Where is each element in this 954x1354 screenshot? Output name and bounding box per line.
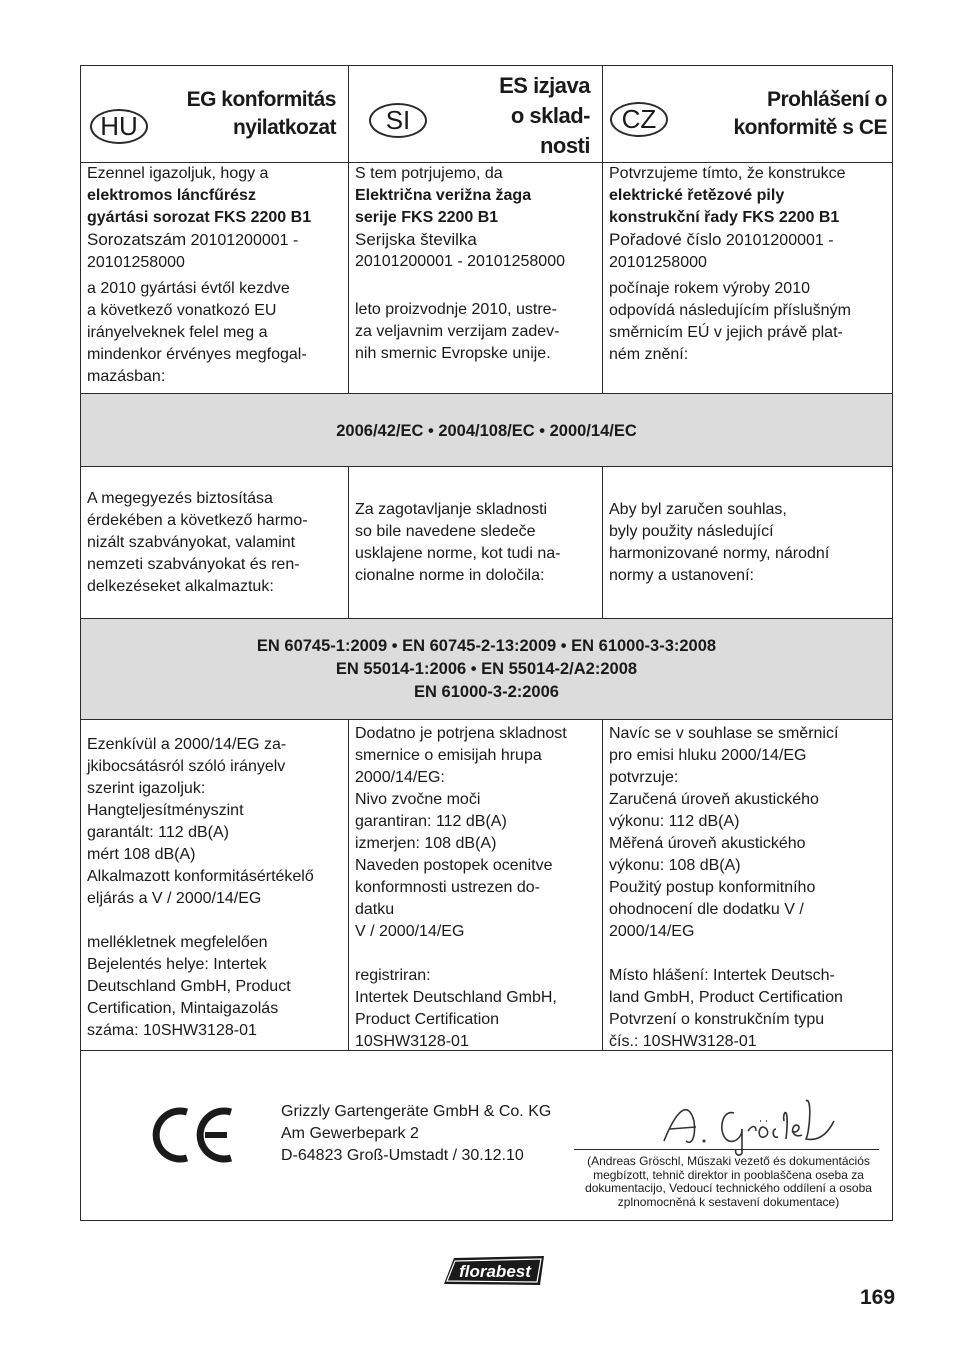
header-si (349, 66, 603, 162)
header-title-cz: Prohlášení o konformitě s CE (733, 88, 887, 139)
product-row (81, 163, 892, 394)
product-text-hu: Ezennel igazoljuk, hogy a elektromos láncfűrész gyártási sorozat FKS 2200 B1 Sorozatszám 20101200001 - 20101258000 a 2010 gyártási évtől kezdve a következő vonatkozó EU irányelveknek felel meg a mindenkor érvényes megfogal- mazásban: (81, 163, 349, 393)
directives-list: 2006/42/EC • 2004/108/EC • 2000/14/EC (336, 422, 637, 440)
street: Am Gewerbepark 2 (281, 1125, 419, 1142)
standards-intro-si: Za zagotavljanje skladnosti so bile navedene sledeče usklajene norme, kot tudi na- cionalne norme in določila: (349, 467, 603, 618)
signature-line (574, 1149, 879, 1150)
header-title-si: ES izjava o sklad- nosti (499, 73, 590, 158)
standards-intro-hu: A megegyezés biztosítása érdekében a következő harmo- nizált szabványokat, valamint nemzeti szabványokat és ren- delkezéseket alkalmaztuk: (81, 467, 349, 618)
brand-name: florabest (459, 1262, 531, 1281)
product-text-cz: Potvrzujeme tímto, že konstrukce elektrické řetězové pily konstrukční řady FKS 2200 B1 Pořadové číslo 20101200001 - 20101258000 počínaje rokem výroby 2010 odpovídá následujícím příslušným směrnicím EÚ v jejich právě plat- ném znění: (609, 165, 851, 363)
header-hu (81, 66, 349, 162)
manufacturer-address (281, 1101, 551, 1167)
header-title-hu: EG konformitás nyilatkozat (186, 88, 336, 139)
country-badge-cz: CZ (610, 102, 668, 137)
noise-text-cz: Navíc se v souhlase se směrnicí pro emisi hluku 2000/14/EG potvrzuje: Zaručená úroveň akustického výkonu: 112 dB(A) Měřená úroveň akustického výkonu: 108 dB(A) Použitý postup konformitního ohodnocení dle dodatku V / 2000/14/EG Místo hlášení: Intertek Deutsch- land GmbH, Product Certification Potvrzení o konstrukčním typu čís.: 10SHW3128-01 (609, 725, 843, 1050)
standards-row (81, 619, 892, 720)
page-number: 169 (860, 1286, 896, 1309)
noise-text-si: Dodatno je potrjena skladnost smernice o emisijah hrupa 2000/14/EG: Nivo zvočne moči garantiran: 112 dB(A) izmerjen: 108 dB(A) Naveden postopek ocenitve konformnosti ustrezen do- datku V / 2000/14/EG registriran: Intertek Deutschland GmbH, Product Certification 10SHW3128-01 (349, 720, 603, 1050)
footer-row (81, 1051, 892, 1222)
company-name: Grizzly Gartengeräte GmbH & Co. KG (281, 1103, 552, 1120)
declaration-table (80, 65, 893, 1221)
ce-mark-icon (151, 1106, 235, 1164)
directives-row (81, 394, 892, 467)
standards-intro-row (81, 467, 892, 619)
product-text-si: S tem potrjujemo, da Električna verižna žaga serije FKS 2200 B1 Serijska številka 20101200001 - 20101258000 leto proizvodnje 2010, ustre- za veljavnim verzijam zadev- nih smernic Evropske unije. (349, 163, 603, 393)
country-badge-hu: HU (90, 109, 148, 144)
standards-intro-cz: Aby byl zaručen souhlas, byly použity následující harmonizované normy, národní normy a ustanovení: (609, 501, 830, 584)
country-badge-si: SI (369, 103, 427, 138)
signature-caption: (Andreas Gröschl, Műszaki vezető és dokumentációs megbízott, tehnič direktor in pooblaščena oseba za dokumentacijo, Vedoucí technického oddílení a osoba zplnomocněná k sestavení dokumentace) (585, 1154, 872, 1209)
city-date: D-64823 Groß-Umstadt / 30.12.10 (281, 1147, 524, 1164)
standards-list: EN 60745-1:2009 • EN 60745-2-13:2009 • EN 61000-3-3:2008 EN 55014-1:2006 • EN 55014-2/A2:2008 EN 61000-3-2:2006 (256, 637, 717, 701)
noise-text-hu: Ezenkívül a 2000/14/EG za- jkibocsátásról szóló irányelv szerint igazoljuk: Hangteljesítményszint garantált: 112 dB(A) mért 108 dB(A) Alkalmazott konformitásértékelő eljárás a V / 2000/14/EG mellékletnek megfelelően Bejelentés helye: Intertek Deutschland GmbH, Product Certification, Mintaigazolás száma: 10SHW3128-01 (81, 720, 349, 1050)
header-row (81, 66, 892, 163)
header-cz (603, 66, 894, 162)
florabest-logo (440, 1253, 550, 1287)
noise-row (81, 720, 892, 1051)
